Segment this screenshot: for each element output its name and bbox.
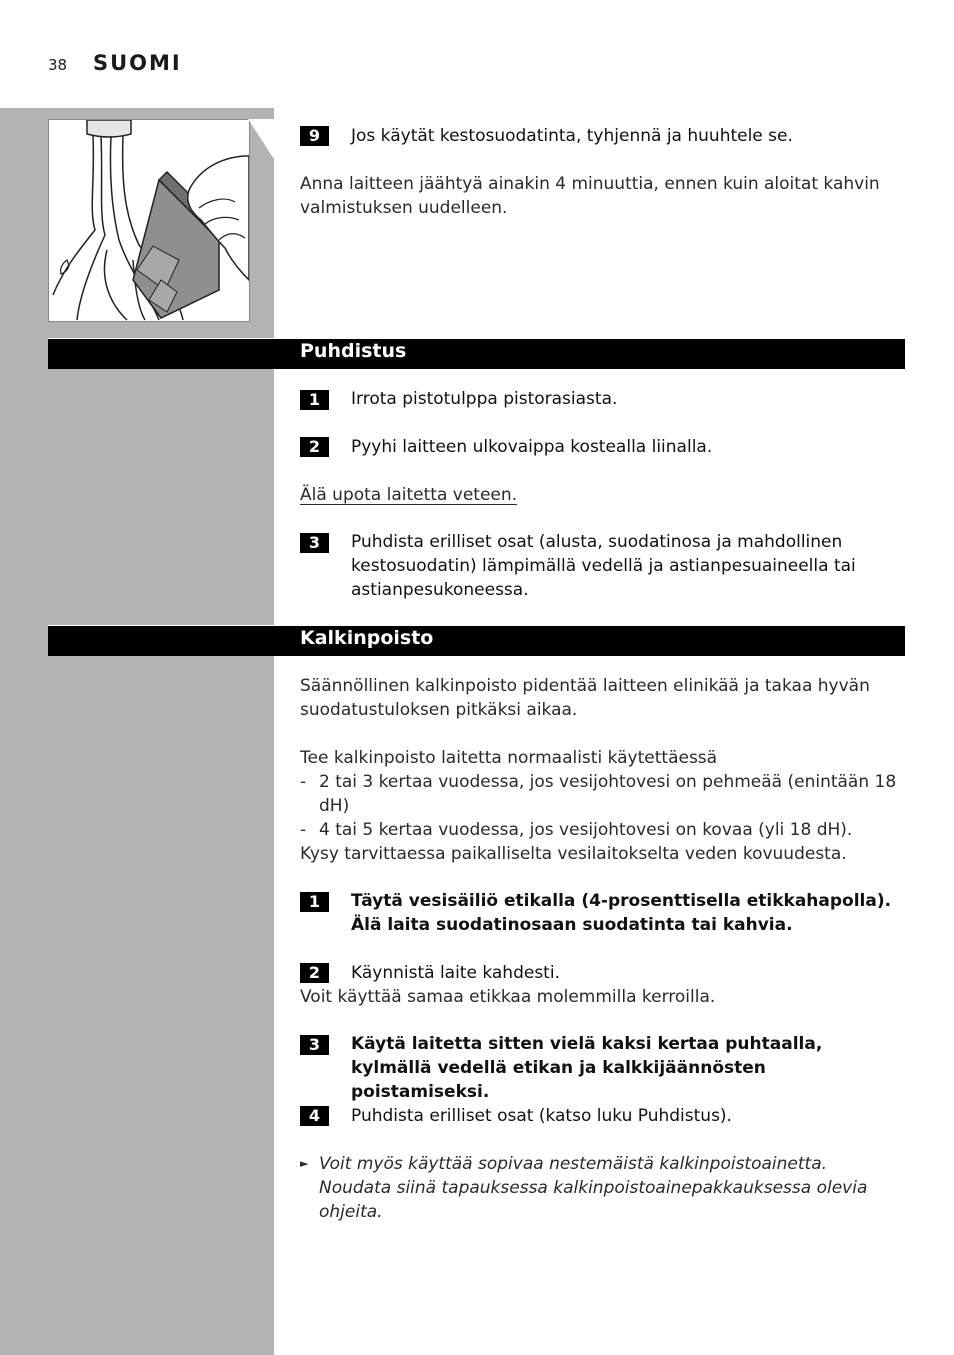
frequency-item-soft [300,770,904,818]
language-heading: SUOMI [93,51,182,75]
cleaning-step-number-1: 1 [300,390,329,410]
cleaning-step-1-text: Irrota pistotulppa pistorasiasta. [351,389,618,409]
cleaning-step-3-text: Puhdista erilliset osat (alusta, suodatinosa ja mahdollinen kestosuodatin) lämpimällä vedellä ja astianpesuaineella tai astianpesukoneessa. [351,532,856,600]
cleaning-step-2-text: Pyyhi laitteen ulkovaippa kostealla liinalla. [351,437,713,457]
descaling-step-3-text: Käytä laitetta sitten vielä kaksi kertaa puhtaalla, kylmällä vedellä etikan ja kalkkijäännösten poistamiseksi. [351,1034,823,1102]
dash-marker: - [300,820,307,840]
cleaning-step-number-3: 3 [300,533,329,553]
frequency-item-hard [300,818,904,842]
page-number: 38 [48,56,68,74]
section-title-descaling: Kalkinpoisto [300,627,434,649]
descaling-step-number-2: 2 [300,963,329,983]
section-bar-cleaning [48,338,905,369]
cooldown-paragraph: Anna laitteen jäähtyä ainakin 4 minuuttia, ennen kuin aloitat kahvin valmistuksen uudelleen. [300,174,880,218]
section-bar-descaling [48,625,905,656]
descaling-step-number-3: 3 [300,1035,329,1055]
rinse-filter-illustration [48,119,250,322]
descaling-step-2-text: Käynnistä laite kahdesti. [351,963,560,983]
descaling-step-4-text: Puhdista erilliset osat (katso luku Puhdistus). [351,1106,732,1126]
descaler-tip-note [300,1152,904,1224]
descaling-step-1-text: Täytä vesisäiliö etikalla (4-prosenttisella etikkahapolla). Älä laita suodatinosaan suodatinta tai kahvia. [351,891,892,935]
water-authority-note: Kysy tarvittaessa paikalliselta vesilaitokselta veden kovuudesta. [300,844,847,864]
step-number-9: 9 [300,126,329,146]
warning-text [300,483,904,507]
descaler-tip-text: Voit myös käyttää sopivaa nestemäistä kalkinpoistoainetta. Noudata siinä tapauksessa kalkinpoistoainepakkauksessa olevia ohjeita. [319,1154,868,1222]
frequency-hard-text: 4 tai 5 kertaa vuodessa, jos vesijohtovesi on kovaa (yli 18 dH). [319,820,853,840]
step-9-text: Jos käytät kestosuodatinta, tyhjennä ja huuhtele se. [351,126,793,146]
tap-water-filter-drawing [49,120,249,321]
descaling-frequency-block [300,746,904,866]
cleaning-step-number-2: 2 [300,437,329,457]
descaling-step-2-subtext: Voit käyttää samaa etikkaa molemmilla kerroilla. [300,987,716,1007]
warning-underlined: Älä upota laitetta veteen. [300,485,518,505]
frequency-lead: Tee kalkinpoisto laitetta normaalisti käytettäessä [300,748,718,768]
descaling-step-number-4: 4 [300,1106,329,1126]
illustration-pointer [248,119,274,159]
section-title-cleaning: Puhdistus [300,340,407,362]
descaling-intro-paragraph: Säännöllinen kalkinpoisto pidentää laitteen elinikää ja takaa hyvän suodatustuloksen pitkäksi aikaa. [300,676,870,720]
frequency-soft-text: 2 tai 3 kertaa vuodessa, jos vesijohtovesi on pehmeää (enintään 18 dH) [319,772,897,816]
triangle-bullet-icon: ► [300,1157,309,1170]
dash-marker: - [300,772,307,792]
descaling-step-number-1: 1 [300,892,329,912]
